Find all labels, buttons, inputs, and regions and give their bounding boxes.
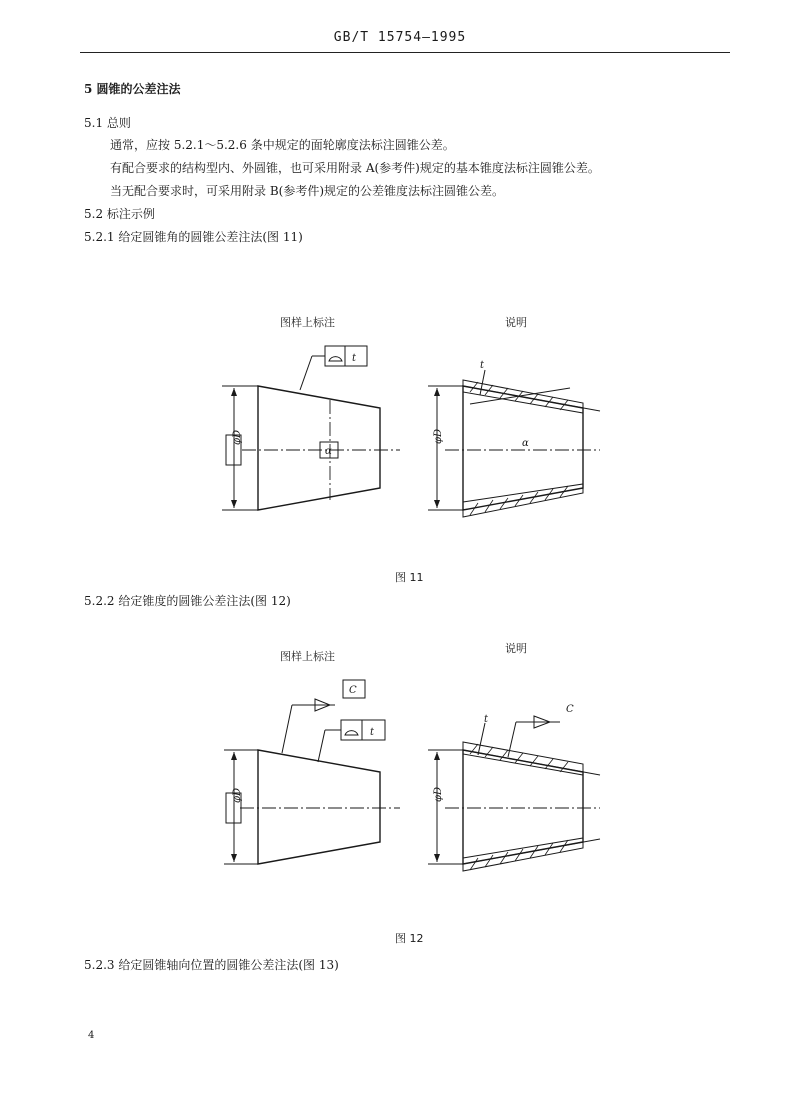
fig11-left-tol-label: t [352, 353, 357, 364]
fig12-left-title: 图样上标注 [280, 650, 335, 663]
section-5-1-line-2: 有配合要求的结构型内、外圆锥，也可采用附录 A(参考件)规定的基本锥度法标注圆锥公差。 [110, 161, 600, 175]
fig12-right-title: 说明 [505, 642, 527, 655]
fig12-right-tol-label: t [484, 714, 489, 725]
fig11-caption: 图 11 [395, 571, 424, 584]
fig11-right-title: 说明 [505, 316, 527, 329]
page-number: 4 [88, 1030, 95, 1041]
fig12-right-datum-label: C [566, 704, 574, 715]
fig11-left-angle-box-label: α [325, 446, 332, 457]
fig11-left-cone [222, 346, 400, 510]
section-5-title: 5 圆锥的公差注法 [84, 82, 181, 96]
document-header: GB/T 15754—1995 [333, 30, 467, 45]
fig12-left-diameter-label: φD [232, 787, 243, 803]
fig11-right-angle-label: α [522, 438, 529, 449]
section-5-2-1-heading: 5.2.1 给定圆锥角的圆锥公差注法(图 11) [84, 230, 303, 244]
header-rule [80, 52, 730, 53]
figure-12 [0, 630, 800, 945]
fig11-right-cone [428, 360, 600, 517]
fig11-right-diameter-label: φD [433, 428, 444, 444]
section-5-1-line-1: 通常，应按 5.2.1～5.2.6 条中规定的面轮廓度法标注圆锥公差。 [110, 138, 455, 152]
section-5-1-line-3: 当无配合要求时，可采用附录 B(参考件)规定的公差锥度法标注圆锥公差。 [110, 184, 504, 198]
fig12-right-diameter-label: φD [433, 786, 444, 802]
fig12-caption: 图 12 [395, 932, 424, 945]
fig12-left-tol-label: t [370, 727, 375, 738]
fig11-right-tol-label: t [480, 360, 485, 371]
fig11-left-title: 图样上标注 [280, 316, 335, 329]
figure-11 [0, 300, 800, 600]
fig12-left-cone [224, 680, 400, 864]
section-5-2-3-heading: 5.2.3 给定圆锥轴向位置的圆锥公差注法(图 13) [84, 958, 339, 972]
fig12-right-cone [428, 704, 600, 871]
fig11-left-diameter-label: φD [232, 429, 243, 445]
section-5-1-heading: 5.1 总则 [84, 116, 131, 130]
section-5-2-2-heading: 5.2.2 给定锥度的圆锥公差注法(图 12) [84, 594, 291, 608]
fig12-left-datum-label: C [349, 685, 357, 696]
section-5-2-heading: 5.2 标注示例 [84, 207, 155, 221]
